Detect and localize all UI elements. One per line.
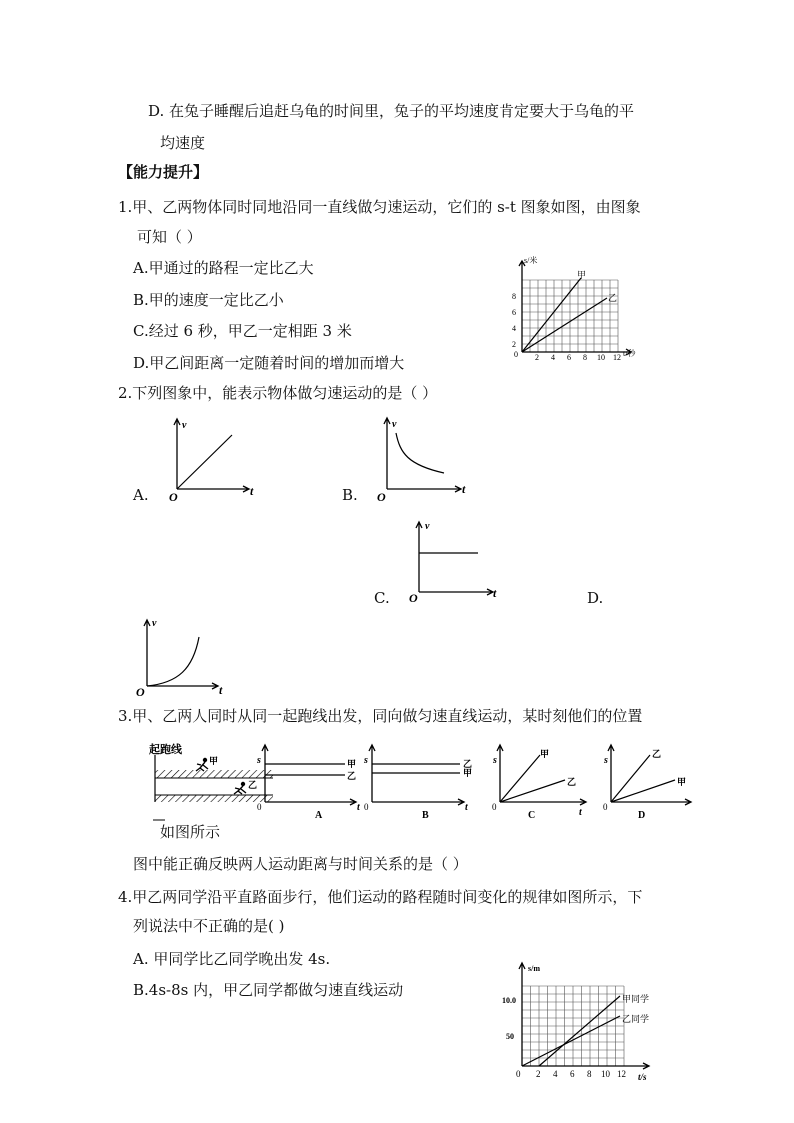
- q1-origin: 0: [514, 350, 518, 359]
- q2a-origin: O: [169, 490, 178, 504]
- q3a-label: A: [315, 810, 323, 821]
- q3c-axis-t: t: [579, 807, 582, 818]
- q1-stem-line1: 1.甲、乙两物体同时同地沿同一直线做匀速运动，它们的 s-t 图象如图，由图象: [118, 198, 641, 216]
- q3a-axis-s: s: [257, 755, 261, 766]
- q1-ytick-8: 8: [512, 292, 516, 301]
- q4-option-b: B.4s-8s 内，甲乙同学都做匀速直线运动: [133, 981, 404, 999]
- q3-question: 图中能正确反映两人运动距离与时间关系的是（ ）: [133, 855, 468, 873]
- runner-yi-icon: [234, 782, 246, 794]
- q4-ytick-100: 10.0: [502, 996, 516, 1005]
- q2d-axis-v: v: [152, 618, 157, 629]
- q3b-origin: 0: [364, 802, 369, 812]
- q2-graph-d: [133, 613, 233, 703]
- q2b-origin: O: [377, 490, 386, 503]
- q3b-label: B: [422, 810, 429, 821]
- q3b-axis-t: t: [465, 802, 468, 813]
- q1-ytick-4: 4: [512, 324, 516, 333]
- q3-runner-jia-label: 甲: [209, 756, 219, 766]
- q4-jia-label: 甲同学: [622, 994, 650, 1004]
- q3b-jia: 甲: [463, 768, 473, 778]
- q2b-axis-v: v: [392, 419, 397, 430]
- q4-xtick-4: 4: [553, 1069, 558, 1079]
- q1-option-a: A.甲通过的路程一定比乙大: [133, 259, 314, 277]
- q3b-axis-s: s: [364, 755, 368, 766]
- q4-xtick-2: 2: [536, 1069, 541, 1079]
- q4-option-a: A. 甲同学比乙同学晚出发 4s.: [133, 950, 331, 968]
- q3c-yi: 乙: [567, 777, 577, 787]
- section-title: 【能力提升】: [118, 163, 209, 181]
- q2c-axis-t: t: [493, 586, 497, 600]
- q4-ytick-50: 50: [506, 1032, 514, 1041]
- q3a-origin: 0: [257, 802, 262, 812]
- q1-st-graph: [505, 252, 650, 360]
- q2-label-b: B.: [342, 486, 358, 504]
- q3d-yi: 乙: [652, 749, 662, 759]
- q2-graph-c: [402, 515, 502, 605]
- q4-y-label: s/m: [528, 964, 540, 973]
- q1-xtick-2: 2: [535, 353, 539, 360]
- q2-label-c: C.: [374, 589, 390, 607]
- q4-grid: [522, 986, 624, 1066]
- q1-ytick-2: 2: [512, 340, 516, 349]
- q4-stem-line2: 列说法中不正确的是( ): [133, 917, 285, 935]
- q3d-origin: 0: [603, 802, 608, 812]
- q2-label-d: D.: [587, 589, 604, 607]
- q3d-axis-s: s: [604, 755, 608, 766]
- q3c-jia: 甲: [540, 749, 550, 759]
- q3-figure: [145, 740, 695, 825]
- q3d-label: D: [638, 810, 646, 821]
- q4-origin: 0: [516, 1069, 521, 1079]
- q2-graph-b: [372, 413, 472, 503]
- q3-track-scene: [149, 742, 273, 820]
- q4-line-yi: [522, 1016, 620, 1066]
- q3-runner-yi-label: 乙: [248, 780, 258, 790]
- q1-stem-line2: 可知（ ）: [137, 228, 202, 246]
- q2a-line: [177, 435, 232, 489]
- q1-xtick-10: 10: [597, 353, 605, 360]
- q1-xtick-12: 12: [613, 353, 621, 360]
- q1-option-b: B.甲的速度一定比乙小: [133, 291, 284, 309]
- prev-option-d-line1: D. 在兔子睡醒后追赶乌龟的时间里，兔子的平均速度肯定要大于乌龟的平: [148, 102, 635, 120]
- q2-graph-a: [160, 415, 260, 505]
- q4-stem-line1: 4.甲乙两同学沿平直路面步行，他们运动的路程随时间变化的规律如图所示，下: [118, 888, 643, 906]
- q3c-origin: 0: [492, 802, 497, 812]
- q4-st-graph: [498, 960, 663, 1085]
- q3-stem: 3.甲、乙两人同时从同一起跑线出发，同向做匀速直线运动，某时刻他们的位置: [118, 707, 643, 725]
- q1-xtick-6: 6: [567, 353, 571, 360]
- q4-xtick-10: 10: [601, 1069, 610, 1079]
- q1-jia-label: 甲: [577, 270, 587, 280]
- q2d-origin: O: [136, 685, 145, 699]
- q1-xtick-4: 4: [551, 353, 555, 360]
- q2c-origin: O: [409, 591, 418, 605]
- q3a-jia: 甲: [347, 759, 357, 769]
- q3c-label: C: [528, 810, 536, 821]
- q3c-axis-s: s: [493, 755, 497, 766]
- q3d-jia: 甲: [677, 777, 687, 787]
- q2d-curve: [147, 637, 199, 686]
- runner-jia-icon: [196, 758, 208, 771]
- q4-xtick-6: 6: [570, 1069, 575, 1079]
- q4-xtick-8: 8: [587, 1069, 592, 1079]
- q2c-axis-v: v: [425, 521, 430, 532]
- q3-stem-cont: 如图所示: [160, 823, 221, 841]
- q1-grid: [522, 280, 618, 352]
- q1-option-d: D.甲乙间距离一定随着时间的增加而增大: [133, 354, 405, 372]
- q2b-axis-t: t: [462, 482, 466, 496]
- q1-xtick-8: 8: [583, 353, 587, 360]
- q3-start-line-label: 起跑线: [149, 744, 182, 756]
- q3a-axis-t: t: [357, 802, 360, 813]
- q1-ytick-6: 6: [512, 308, 516, 317]
- q2-stem: 2.下列图象中，能表示物体做匀速运动的是（ ）: [118, 384, 438, 402]
- q3-graph-c: [492, 745, 586, 821]
- q1-option-c: C.经过 6 秒，甲乙一定相距 3 米: [133, 322, 352, 340]
- q2d-axis-t: t: [219, 683, 223, 697]
- q2a-axis-v: v: [182, 420, 187, 431]
- q1-line-jia: [522, 278, 581, 352]
- q3b-yi: 乙: [463, 759, 473, 769]
- q3a-yi: 乙: [347, 771, 357, 781]
- q3-graph-b: [363, 745, 472, 821]
- q4-yi-label: 乙同学: [622, 1014, 650, 1024]
- q1-y-label: s/米: [524, 256, 538, 265]
- q3-graph-d: [603, 745, 691, 821]
- q2-label-a: A.: [133, 486, 149, 504]
- q2b-curve: [396, 433, 444, 473]
- q3-graph-a: [256, 745, 361, 821]
- q2a-axis-t: t: [250, 484, 254, 498]
- q1-x-label: t/秒: [623, 349, 636, 358]
- q4-xtick-12: 12: [617, 1069, 626, 1079]
- q4-line-jia: [539, 996, 620, 1066]
- prev-option-d-line2: 均速度: [160, 134, 206, 152]
- q1-yi-label: 乙: [608, 293, 618, 303]
- q4-x-label: t/s: [638, 1072, 647, 1082]
